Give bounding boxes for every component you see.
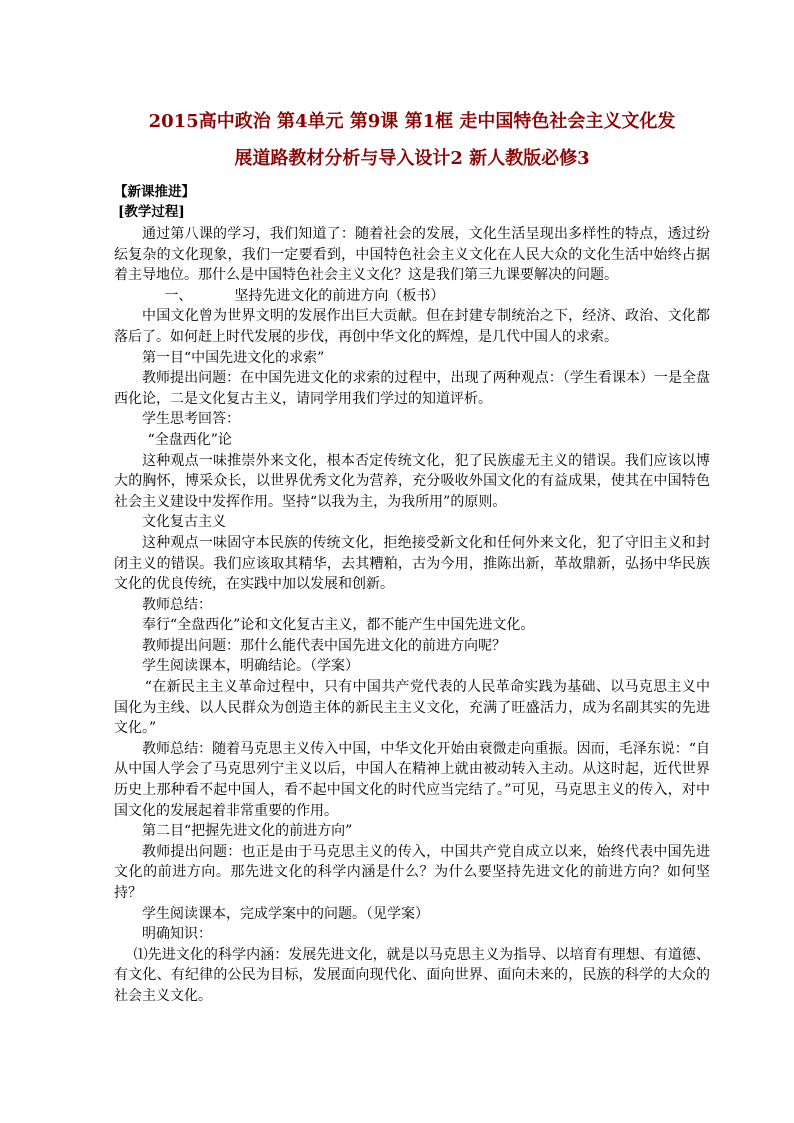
heading-number: 一、 — [164, 287, 193, 304]
title-line-2: 展道路教材分析与导入设计2 新人教版必修3 — [234, 148, 590, 169]
label-restorationism: 文化复古主义 — [142, 514, 226, 531]
title-line-1: 2015高中政治 第4单元 第9课 第1框 走中国特色社会主义文化发 — [148, 111, 676, 132]
document-title — [106, 103, 718, 177]
paragraph-teacher-question-3: 教师提出问题：也正是由于马克思主义的传入，中国共产党自成立以来，始终代表中国先进文化的前进方向。那先进文化的科学内涵是什么？为什么要坚持先进文化的前进方向？如何坚持？ — [114, 843, 710, 901]
label-clarify-knowledge: 明确知识： — [142, 926, 212, 943]
label-teacher-summary-1: 教师总结： — [142, 596, 212, 613]
label-westernization: “全盘西化”论 — [147, 431, 232, 448]
paragraph-history: 中国文化曾为世界文明的发展作出巨大贡献。但在封建专制统治之下，经济、政治、文化都落后了。如何赶上时代发展的步伐，再创中华文化的辉煌，是几代中国人的求索。 — [114, 308, 710, 345]
subheading-first: 第一目“中国先进文化的求索” — [142, 349, 325, 366]
section-teaching-process: [教学过程] — [118, 204, 185, 220]
paragraph-student-reading-2: 学生阅读课本，完成学案中的问题。（见学案） — [142, 905, 429, 922]
paragraph-scientific-connotation: ⑴先进文化的科学内涵：发展先进文化，就是以马克思主义为指导、以培育有理想、有道德、有文化、有纪律的公民为目标，发展面向现代化、面向世界、面向未来的，民族的科学的大众的社会主义文化。 — [114, 946, 710, 1004]
paragraph-restorationism: 这种观点一味固守本民族的传统文化，拒绝接受新文化和任何外来文化，犯了守旧主义和封闭主义的错误。我们应该取其精华，去其糟粕，古为今用，推陈出新，革故鼎新，弘扬中华民族文化的优良传统，在实践中加以发展和创新。 — [114, 534, 710, 593]
subheading-second: 第二目“把握先进文化的前进方向” — [142, 823, 353, 840]
paragraph-teacher-question-2: 教师提出问题：那什么能代表中国先进文化的前进方向呢？ — [142, 637, 506, 654]
paragraph-quote: “在新民主主义革命过程中，只有中国共产党代表的人民革命实践为基础、以马克思主义中国化为主线、以人民群众为创造主体的新民主主义文化，充满了旺盛活力，成为名副其实的先进文化。” — [114, 679, 710, 737]
paragraph-summary-1: 奉行“全盘西化”论和文化复古主义，都不能产生中国先进文化。 — [142, 617, 535, 634]
paragraph-teacher-question-1: 教师提出问题：在中国先进文化的求索的过程中，出现了两种观点：（学生看课本）一是全盘西化论，二是文化复古主义，请同学用我们学过的知道评析。 — [114, 370, 710, 407]
paragraph-westernization: 这种观点一味推崇外来文化，根本否定传统文化，犯了民族虚无主义的错误。我们应该以博大的胸怀，博采众长，以世界优秀文化为营养，充分吸收外国文化的有益成果，使其在中国特色社会主义建设中发挥作用。坚持“以我为主，为我所用”的原则。 — [114, 452, 710, 510]
section-new-lesson: 【新课推进】 — [114, 184, 195, 200]
paragraph-intro: 通过第八课的学习，我们知道了：随着社会的发展，文化生活呈现出多样性的特点，透过纷纭复杂的文化现象，我们一定要看到，中国特色社会主义文化在人民大众的文化生活中始终占据着主导地位。那什么是中国特色社会主义文化？这是我们第三九课要解决的问题。 — [114, 226, 710, 284]
paragraph-student-answer: 学生思考回答： — [142, 411, 240, 428]
lesson-body — [114, 224, 710, 1007]
paragraph-teacher-summary-2: 教师总结：随着马克思主义传入中国，中华文化开始由衰微走向重振。因而，毛泽东说：“自从中国人学会了马克思列宁主义以后，中国人在精神上就由被动转入主动。从这时起，近代世界历史上那种看不起中国人，看不起中国文化的时代应当完结了。”可见，马克思主义的传入，对中国文化的发展起着非常重要的作用。 — [114, 740, 710, 819]
heading-text: 坚持先进文化的前进方向（板书） — [234, 287, 445, 304]
paragraph-student-reading-1: 学生阅读课本，明确结论。（学案） — [142, 658, 359, 675]
board-heading — [114, 286, 710, 307]
